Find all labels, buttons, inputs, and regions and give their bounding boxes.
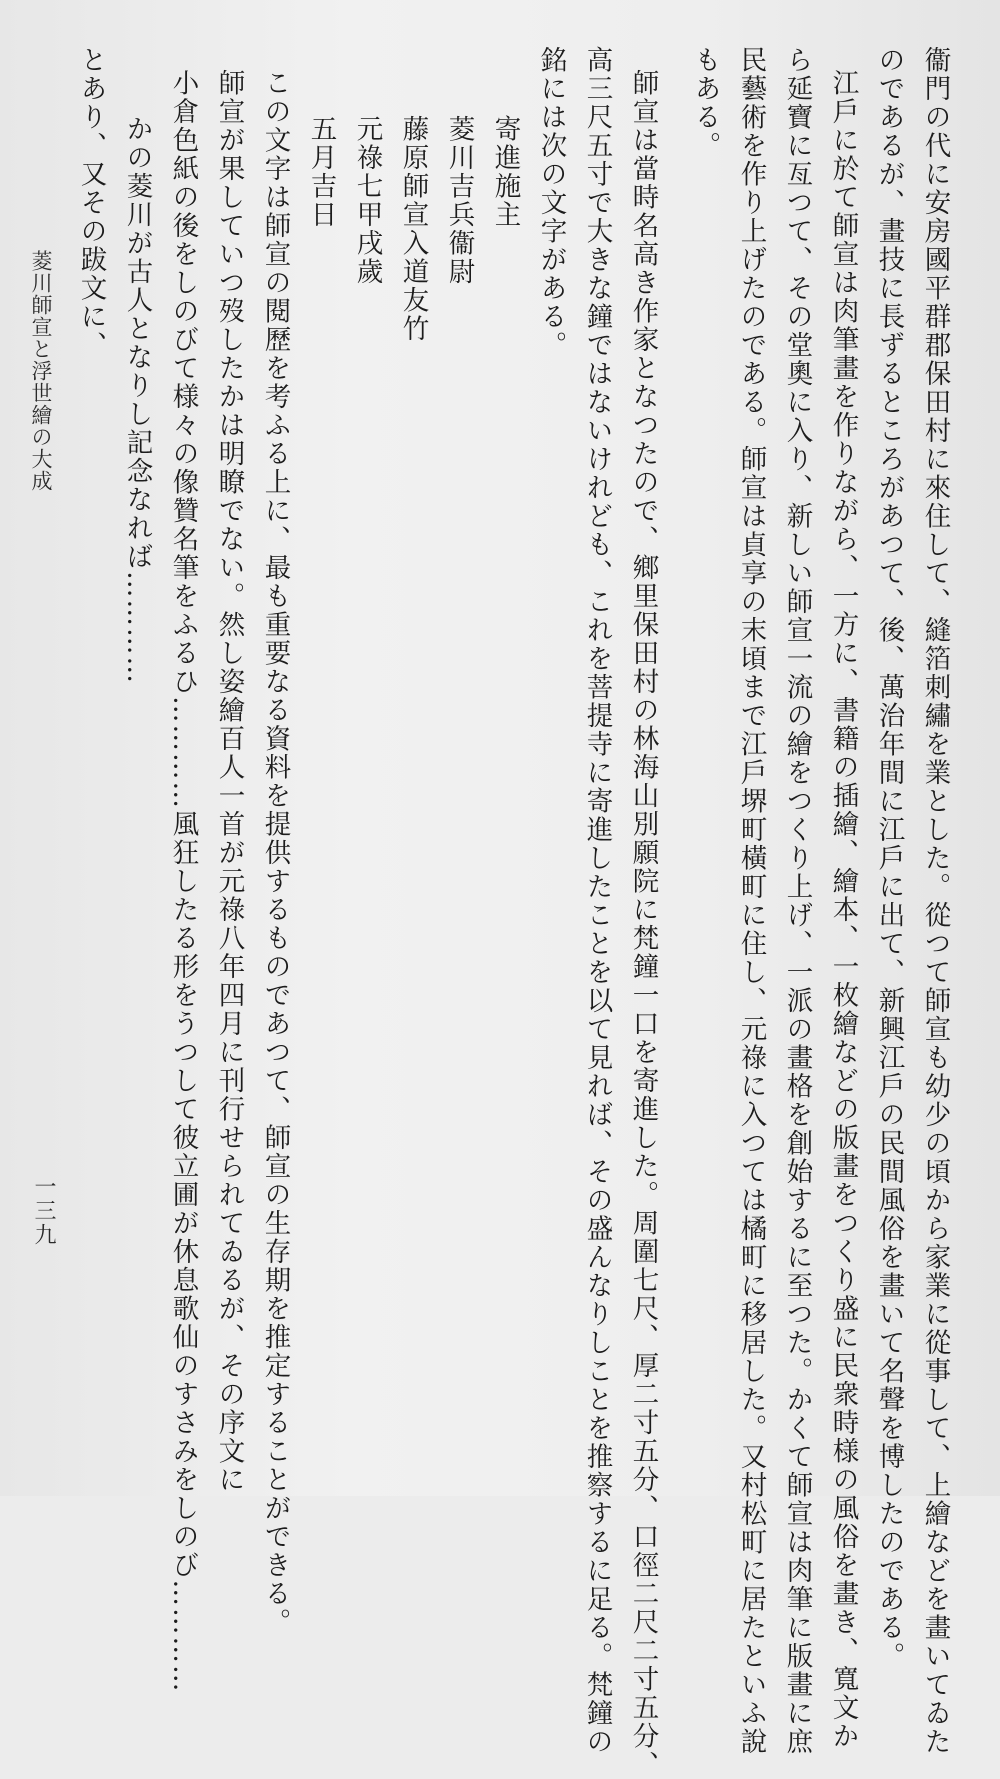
quote-column-2: かの菱川が古人となりし記念なれば………… — [121, 115, 153, 685]
quote-column-1: 小倉色紙の後をしのびて様々の像贊名筆をふるひ…………風狂したる形をうつして彼立圃が休息歌仙のすさみをしのび………… — [167, 69, 199, 1694]
inscription-line-2: 菱川吉兵衞尉 — [443, 115, 475, 286]
text-column-3: 江戶に於て師宣は肉筆畫を作りながら、一方に、書籍の插繪、繪本、一枚繪などの版畫をつくり盛に民衆時様の風俗を畫き、寬文か — [827, 69, 859, 1751]
text-column-5: 民藝術を作り上げたのである。師宣は貞享の末頃まで江戶堺町橫町に住し、元祿に入つては橘町に移居した。又村松町に居たといふ說 — [735, 46, 767, 1756]
text-column-16: 師宣が果していつ歿したかは明瞭でない。然し姿繪百人一首が元祿八年四月に刊行せられてゐるが、その序文に — [213, 69, 245, 1494]
inscription-line-1: 寄進施主 — [489, 115, 521, 229]
text-column-7: 師宣は當時名高き作家となつたので、鄉里保田村の林海山別願院に梵鐘一口を寄進した。周圍七尺、厚二寸五分、口徑二尺二寸五分、 — [627, 69, 659, 1779]
text-column-15: この文字は師宣の閱歷を考ふる上に、最も重要なる資料を提供するものであつて、師宣の生存期を推定することができる。 — [259, 69, 291, 1637]
inscription-line-3: 藤原師宣入道友竹 — [397, 115, 429, 343]
text-column-2: のであるが、畫技に長ずるところがあつて、後、萬治年間に江戶に出て、新興江戶の民間風俗を畫いて名聲を博したのである。 — [873, 46, 905, 1671]
page-number: 一三九 — [31, 1175, 56, 1247]
text-column-8: 高三尺五寸で大きな鐘ではないけれども、これを菩提寺に寄進したことを以て見れば、その盛んなりしことを推察するに足る。梵鐘の — [581, 46, 613, 1756]
text-column-1: 衞門の代に安房國平群郡保田村に來住して、縫箔刺繡を業とした。從つて師宣も幼少の頃から家業に從事して、上繪などを畫いてゐた — [919, 46, 951, 1756]
text-column-4: ら延寶に亙つて、その堂奧に入り、新しい師宣一流の繪をつくり上げ、一派の畫格を創始するに至つた。かくて師宣は肉筆に版畫に庶 — [781, 46, 813, 1756]
text-column-6: もある。 — [689, 46, 721, 160]
inscription-line-4: 元祿七甲戌歲 — [351, 115, 383, 286]
text-column-19: とあり、又その跋文に、 — [75, 46, 107, 360]
running-head: 菱川師宣と浮世繪の大成 — [29, 250, 53, 492]
inscription-line-5: 五月吉日 — [305, 115, 337, 229]
text-column-9: 銘には次の文字がある。 — [535, 46, 567, 360]
